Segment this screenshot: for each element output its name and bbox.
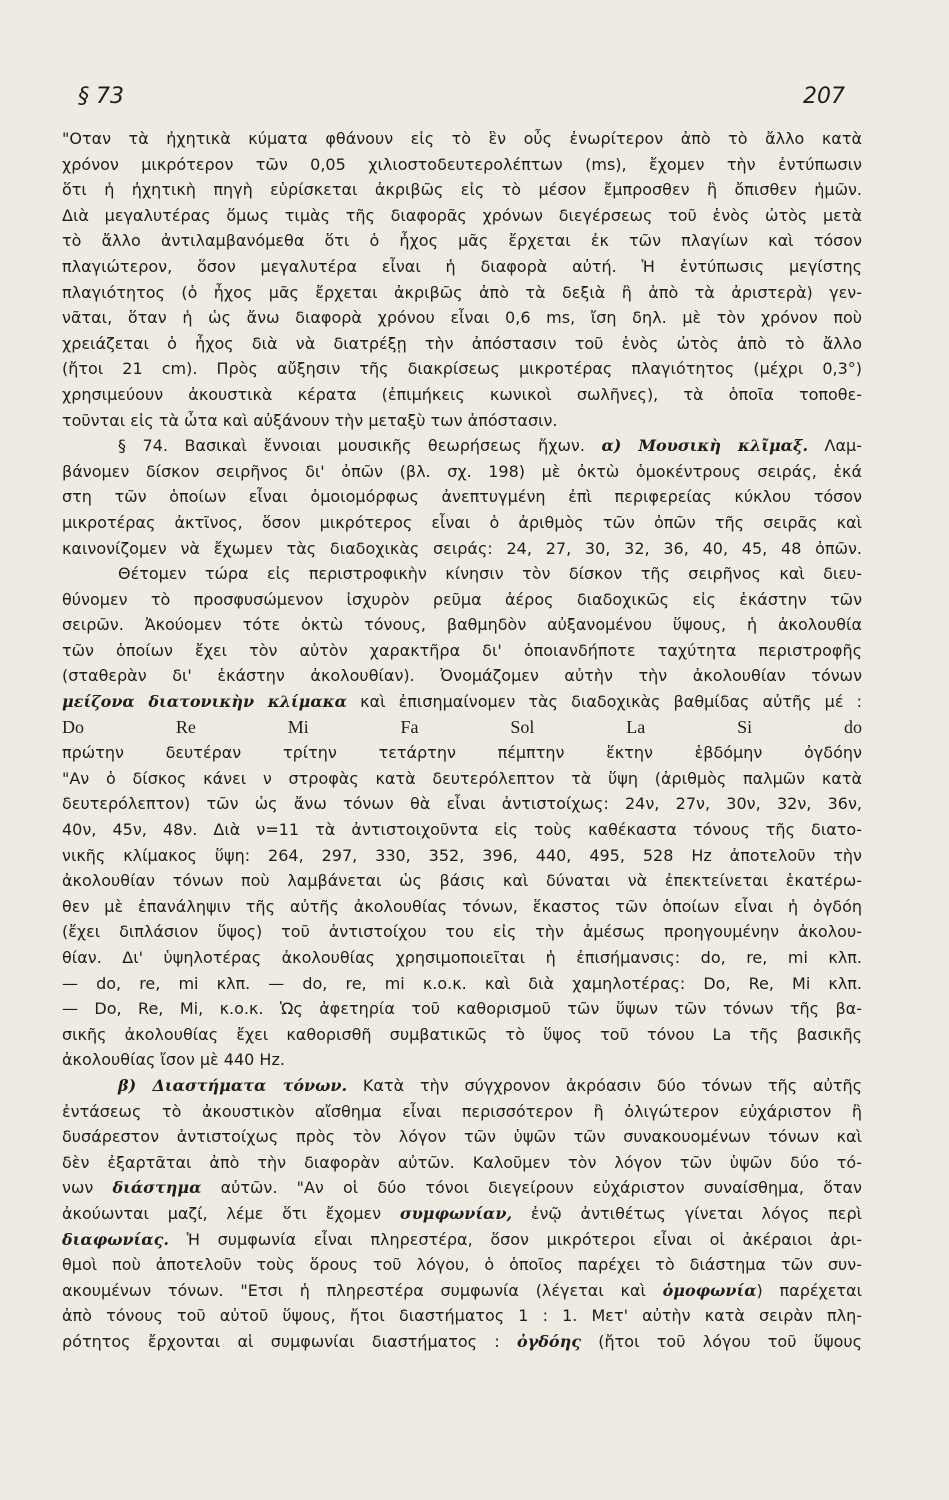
term-unison: ὁμοφωνία [662,1280,757,1300]
text-line: Θέτομεν τώρα εἰς περιστροφικὴν κίνησιν τὸν δίσκον τῆς σειρῆνος καὶ διευ- [118,564,862,584]
text-fragment: ) παρέχεται [756,1280,862,1300]
text-line [62,1329,862,1355]
text-line: θμοὶ ποὺ ἀποτελοῦν τοὺς ὅρους τοῦ λόγου, ὁ ὁποῖος παρέχει τὸ διάστημα τῶν συν- [62,1255,862,1275]
subsection-title: α) Μουσικὴ κλῖμαξ. [601,436,809,456]
text-line: — do, re, mi κλπ. — do, re, mi κ.ο.κ. καὶ διὰ χαμηλοτέρας: Do, Re, Mi κλπ. [62,973,862,993]
note-syllable: Si [737,716,753,737]
note-degree-row [62,740,862,766]
note-degree: πρώτην [62,743,124,763]
text-fragment: Κατὰ τὴν σύγχρονον ἀκρόασιν δύο τόνων τῆς αὐτῆς [362,1075,862,1095]
scale-line [62,689,862,715]
page-number: 207 [803,84,845,109]
subsection-title: β) Διαστήματα τόνων. [118,1075,348,1095]
text-line: χρησιμεύουν ἀκουστικὰ κέρατα (ἐπιμήκεις κωνικοὶ σωλῆνες), τὰ ὁποῖα τοποθε- [62,384,862,404]
note-syllables-row [62,715,862,741]
text-line: θεν μὲ ἐπανάληψιν τῆς αὐτῆς ἀκολουθίας τόνων, ἕκαστος τῶν ὁποίων εἶναι ἡ ὀγδόη [62,896,862,916]
note-degree: τετάρτην [378,743,456,763]
text-line: θίαν. Δι' ὑψηλοτέρας ἀκολουθίας χρησιμοποιεῖται ἡ ἐπισήμανσις: do, re, mi κλπ. [62,948,862,967]
note-syllable: Sol [510,716,535,737]
page-body [62,126,862,1355]
text-line [62,1278,862,1304]
term-octave: ὀγδόης [517,1331,581,1351]
text-line: ἀπὸ τόνους τοῦ αὐτοῦ ὕψους, ἤτοι διαστήματος 1 : 1. Μετ' αὐτὴν κατὰ σειρὰν πλη- [62,1306,862,1326]
term-interval: διάστημα [112,1178,202,1198]
note-degree: ὀγδόην [804,743,862,763]
text-line: νᾶται, ὅταν ἡ ὡς ἄνω διαφορὰ χρόνου εἶναι 0,6 ms, ἴση δηλ. μὲ τὸν χρόνον ποὺ [62,308,862,328]
text-line: τὸ ἄλλο ἀντιλαμβανόμεθα ὅτι ὁ ἦχος μᾶς ἔρχεται ἐκ τῶν πλαγίων καὶ τόσον [62,231,862,251]
text-line [62,1227,862,1253]
text-line: πλαγιώτερον, ὅσον μεγαλυτέρα εἶναι ἡ διαφορὰ αὐτή. Ἡ ἐντύπωσις μεγίστης [62,256,862,276]
text-line: "Οταν τὰ ἠχητικὰ κύματα φθάνουν εἰς τὸ ἓν οὖς ἐνωρίτερον ἀπὸ τὸ ἄλλο κατὰ [62,129,862,148]
text-fragment: νων [62,1178,94,1198]
note-degree: πέμπτην [497,743,565,763]
text-line: σικῆς ἀκολουθίας ἔχει καθορισθῆ συμβατικῶς τὸ ὕψος τοῦ τόνου La τῆς βασικῆς [62,1024,862,1044]
text-line: δὲν ἐξαρτᾶται ἀπὸ τὴν διαφορὰν αὐτῶν. Καλοῦμεν τὸν λόγον τῶν ὑψῶν δύο τό- [62,1152,862,1172]
note-degree: τρίτην [282,743,337,763]
section-heading: § 74. Βασικαὶ ἔννοιαι μουσικῆς θεωρήσεως ἤχων. [118,436,585,456]
term-major-scale: μείζονα διατονικὴν κλίμακα [62,692,347,712]
text-line: χρόνον μικρότερον τῶν 0,05 χιλιοστοδευτερολέπτων (ms), ἔχομεν τὴν ἐντύπωσιν [62,154,862,174]
text-line: — Do, Re, Mi, κ.ο.κ. Ὡς ἀφετηρία τοῦ καθορισμοῦ τῶν ὕψων τῶν τόνων τῆς βα- [62,999,862,1019]
text-line [62,1201,862,1227]
text-fragment: ἐνῷ ἀντιθέτως γίνεται λόγος περὶ [530,1203,862,1223]
text-fragment: ρότητος ἔρχονται αἱ συμφωνίαι διαστήματος : [62,1331,500,1351]
text-line: δυσάρεστον ἀντιστοίχως πρὸς τὸν λόγον τῶν ὑψῶν τῶν συνακουομένων τόνων καὶ [62,1127,862,1147]
text-line: νικῆς κλίμακος ὕψη: 264, 297, 330, 352, 396, 440, 495, 528 Hz ἀποτελοῦν τὴν [62,845,862,865]
text-fragment: αὐτῶν. "Αν οἱ δύο τόνοι διεγείρουν εὐχάριστον συναίσθημα, ὅταν [220,1178,862,1198]
text-line: βάνομεν δίσκον σειρῆνος δι' ὀπῶν (βλ. σχ. 198) μὲ ὀκτὼ ὁμοκέντρους σειράς, ἑκά [62,461,862,481]
text-line: (σταθερὰν δι' ἑκάστην ἀκολουθίαν). Ὀνομάζομεν αὐτὴν τὴν ἀκολουθίαν τόνων [62,666,862,686]
note-syllable: La [626,716,646,737]
note-syllable: Mi [287,716,309,737]
text-line: "Αν ὁ δίσκος κάνει ν στροφὰς κατὰ δευτερόλεπτον τὰ ὕψη (ἀριθμὸς παλμῶν κατὰ [62,768,862,788]
text-fragment: Λαμ- [824,436,862,456]
text-line: στη τῶν ὁποίων εἶναι ὁμοιομόρφως ἀνεπτυγμένη ἐπὶ περιφερείας κύκλου τόσον [62,487,862,507]
text-fragment: ακουμένων τόνων. "Ετσι ἡ πληρεστέρα συμφωνία (λέγεται καὶ [62,1280,646,1300]
note-syllable: do [843,716,862,737]
text-fragment: Ἡ συμφωνία εἶναι πληρεστέρα, ὅσον μικρότεροι εἶναι οἱ ἀκέραιοι ἀρι- [186,1229,862,1249]
text-line: σειρῶν. Ἀκούομεν τότε ὀκτὼ τόνους, βαθμηδὸν αὐξανομένου ὕψους, ἡ ἀκολουθία [62,615,862,635]
term-consonance: συμφωνίαν, [399,1203,513,1223]
text-fragment: ἀκούωνται μαζί, λέμε ὅτι ἔχομεν [62,1203,382,1223]
text-line [62,1175,862,1201]
note-degree: ἑβδόμην [694,743,763,763]
text-fragment: (ἤτοι τοῦ λόγου τοῦ ὕψους [598,1331,862,1351]
text-line: 40ν, 45ν, 48ν. Διὰ ν=11 τὰ ἀντιστοιχοῦντα εἰς τοὺς καθέκαστα τόνους τῆς διατο- [62,820,862,840]
note-syllable: Fa [400,716,419,737]
section-number: § 73 [78,84,124,109]
note-degree: ἕκτην [606,743,653,763]
note-degree: δευτέραν [165,743,242,763]
text-line: καινονίζομεν νὰ ἔχωμεν τὰς διαδοχικὰς σειράς: 24, 27, 30, 32, 36, 40, 45, 48 ὀπῶν. [62,538,862,558]
subsection-b-line [62,1073,862,1099]
text-line: (ἔχει διπλάσιον ὕψος) τοῦ ἀντιστοίχου του εἰς τὴν ἀμέσως προηγουμένην ἀκολου- [62,922,862,942]
text-line: ἀκολουθίαν τόνων ποὺ λαμβάνεται ὡς βάσις καὶ δύναται νὰ ἐπεκτείνεται ἑκατέρω- [62,871,862,891]
text-line: δευτερόλεπτον) τῶν ὡς ἄνω τόνων θὰ εἶναι ἀντιστοίχως: 24ν, 27ν, 30ν, 32ν, 36ν, [62,794,862,814]
text-line: μικροτέρας ἀκτῖνος, ὅσον μικρότερος εἶναι ὁ ἀριθμὸς τῶν ὀπῶν τῆς σειρᾶς καὶ [62,512,862,532]
text-line: τοῦνται εἰς τὰ ὦτα καὶ αὐξάνουν τὴν μεταξὺ των ἀπόστασιν. [62,410,558,430]
section-74-heading-line [62,433,862,459]
term-dissonance: διαφωνίας. [62,1229,169,1249]
text-fragment: καὶ ἐπισημαίνομεν τὰς διαδοχικὰς βαθμίδας αὐτῆς μέ : [360,692,862,712]
text-line: (ἤτοι 21 cm). Πρὸς αὔξησιν τῆς διακρίσεως μικροτέρας πλαγιότητος (μέχρι 0,3°) [62,359,862,379]
text-line: θύνομεν τὸ προσφυσώμενον ἰσχυρὸν ρεῦμα ἀέρος διαδοχικῶς εἰς ἑκάστην τῶν [62,589,862,609]
text-line: τῶν ὁποίων ἔχει τὸν αὐτὸν χαρακτῆρα δι' ὁποιανδήποτε ταχύτητα περιστροφῆς [62,640,862,660]
text-line: ὅτι ἡ ἠχητικὴ πηγὴ εὑρίσκεται ἀκριβῶς εἰς τὸ μέσον ἔμπροσθεν ἢ ὄπισθεν ἡμῶν. [62,180,862,200]
text-line: Διὰ μεγαλυτέρας ὅμως τιμὰς τῆς διαφορᾶς χρόνων διεγέρσεως τοῦ ἑνὸς ὠτὸς μετὰ [62,205,862,225]
text-line: ἐντάσεως τὸ ἀκουστικὸν αἴσθημα εἶναι περισσότερον ἢ ὀλιγώτερον εὐχάριστον ἢ [62,1101,862,1121]
note-syllable: Re [175,716,196,737]
note-syllable: Do [62,716,84,737]
text-line: χρειάζεται ὁ ἦχος διὰ νὰ διατρέξῃ τὴν ἀπόστασιν τοῦ ἑνὸς ὠτὸς ἀπὸ τὸ ἄλλο [62,333,862,353]
text-line: ἀκολουθίας ἴσον μὲ 440 Hz. [62,1050,285,1070]
text-line: πλαγιότητος (ὁ ἦχος μᾶς ἔρχεται ἀκριβῶς ἀπὸ τὰ δεξιὰ ἢ ἀπὸ τὰ ἀριστερὰ) γεν- [62,282,862,302]
